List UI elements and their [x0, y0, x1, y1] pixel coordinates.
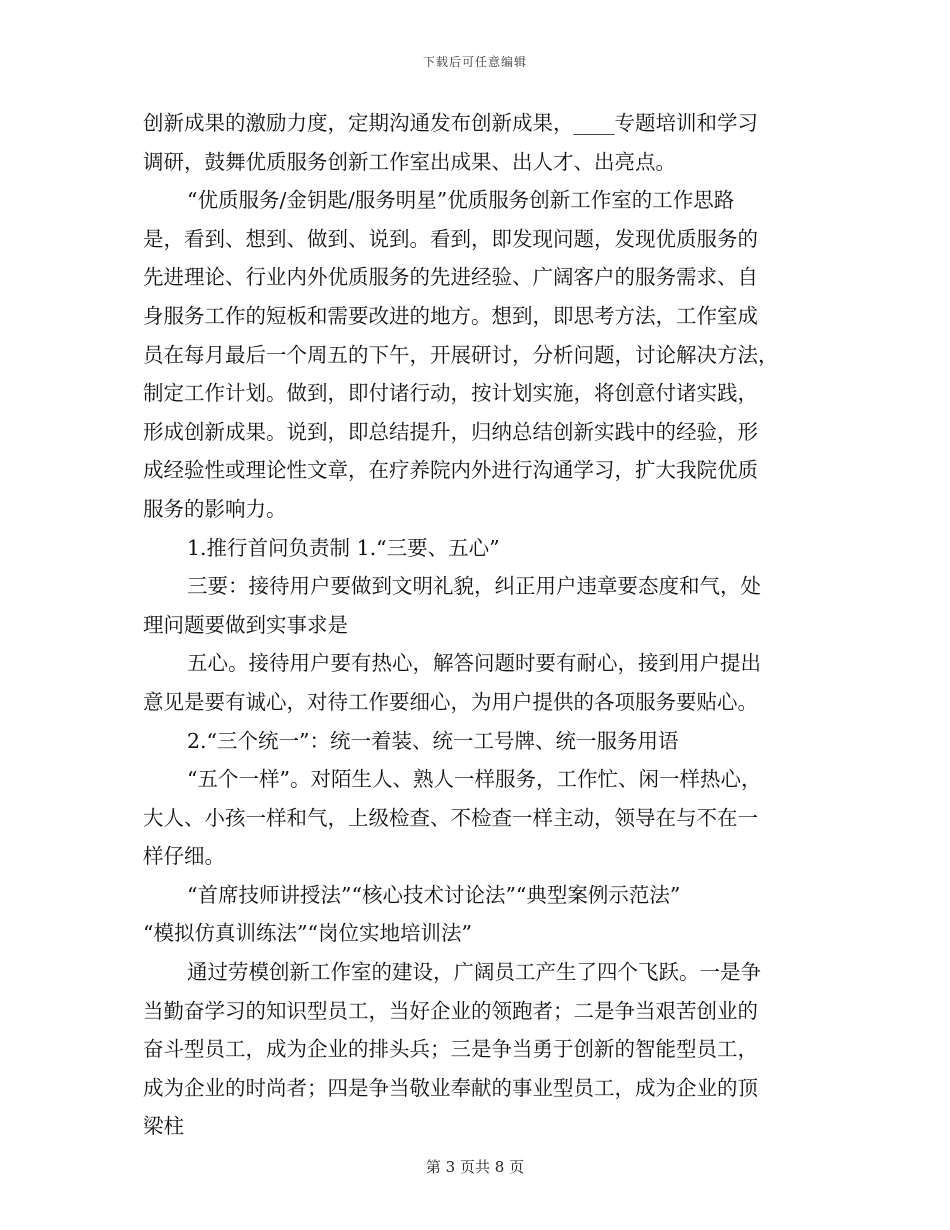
- page-header: 下载后可任意编辑: [422, 55, 527, 69]
- text-line: 员在每月最后一个周五的下午，开展研讨，分析问题，讨论解决方法，: [143, 342, 779, 367]
- text-line: 是，看到、想到、做到、说到。看到，即发现问题，发现优质服务的: [143, 226, 758, 251]
- text-line: 形成创新成果。说到，即总结提升，归纳总结创新实践中的经验，形: [143, 419, 758, 444]
- text-line: 奋斗型员工，成为企业的排头兵；三是争当勇于创新的智能型员工，: [143, 1037, 758, 1062]
- page-number: 第 3 页共 8 页: [425, 1158, 525, 1176]
- section-heading-2: 2.“三个统一”：统一着装、统一工号牌、统一服务用语: [187, 728, 679, 753]
- text-line: 大人、小孩一样和气，上级检查、不检查一样主动，领导在与不在一: [143, 805, 758, 830]
- text-line: 意见是要有诚心，对待工作要细心，为用户提供的各项服务要贴心。: [143, 689, 758, 714]
- text-line: 身服务工作的短板和需要改进的地方。想到，即思考方法，工作室成: [143, 303, 758, 328]
- paragraph-start-line: 五心。接待用户要有热心，解答问题时要有耐心，接到用户提出: [187, 651, 761, 676]
- text-line: 创新成果的激励力度，定期沟通发布创新成果，____专题培训和学习: [143, 111, 758, 135]
- paragraph-start-line: “首席技师讲授法”“核心技术讨论法”“典型案例示范法”: [187, 882, 681, 907]
- text-line: 成为企业的时尚者；四是争当敬业奉献的事业型员工，成为企业的顶: [143, 1075, 758, 1100]
- text-line: 服务的影响力。: [143, 496, 287, 521]
- text-line: 梁柱: [143, 1114, 184, 1139]
- text-line: 当勤奋学习的知识型员工，当好企业的领跑者；二是争当艰苦创业的: [143, 998, 758, 1023]
- paragraph-start-line: 三要：接待用户要做到文明礼貌，纠正用户违章要态度和气，处: [187, 574, 761, 599]
- paragraph-start-line: 通过劳模创新工作室的建设，广阔员工产生了四个飞跃。一是争: [187, 960, 761, 985]
- text-line: 制定工作计划。做到，即付诸行动，按计划实施，将创意付诸实践，: [143, 381, 758, 406]
- text-line: 成经验性或理论性文章，在疗养院内外进行沟通学习，扩大我院优质: [143, 458, 758, 483]
- text-line: 理问题要做到实事求是: [143, 612, 348, 637]
- paragraph-start-line: “五个一样”。对陌生人、熟人一样服务，工作忙、闲一样热心，: [187, 767, 762, 792]
- text-line: “模拟仿真训练法”“岗位实地培训法”: [143, 921, 472, 946]
- text-line: 先进理论、行业内外优质服务的先进经验、广阔客户的服务需求、自: [143, 265, 758, 290]
- text-line: 样仔细。: [143, 844, 225, 869]
- section-heading-1: 1.推行首问负责制 1.“三要、五心”: [187, 535, 500, 560]
- paragraph-start-line: “优质服务/金钥匙/服务明星”优质服务创新工作室的工作思路: [187, 188, 735, 213]
- document-body: [143, 104, 823, 1146]
- text-line: 调研，鼓舞优质服务创新工作室出成果、出人才、出亮点。: [143, 149, 676, 174]
